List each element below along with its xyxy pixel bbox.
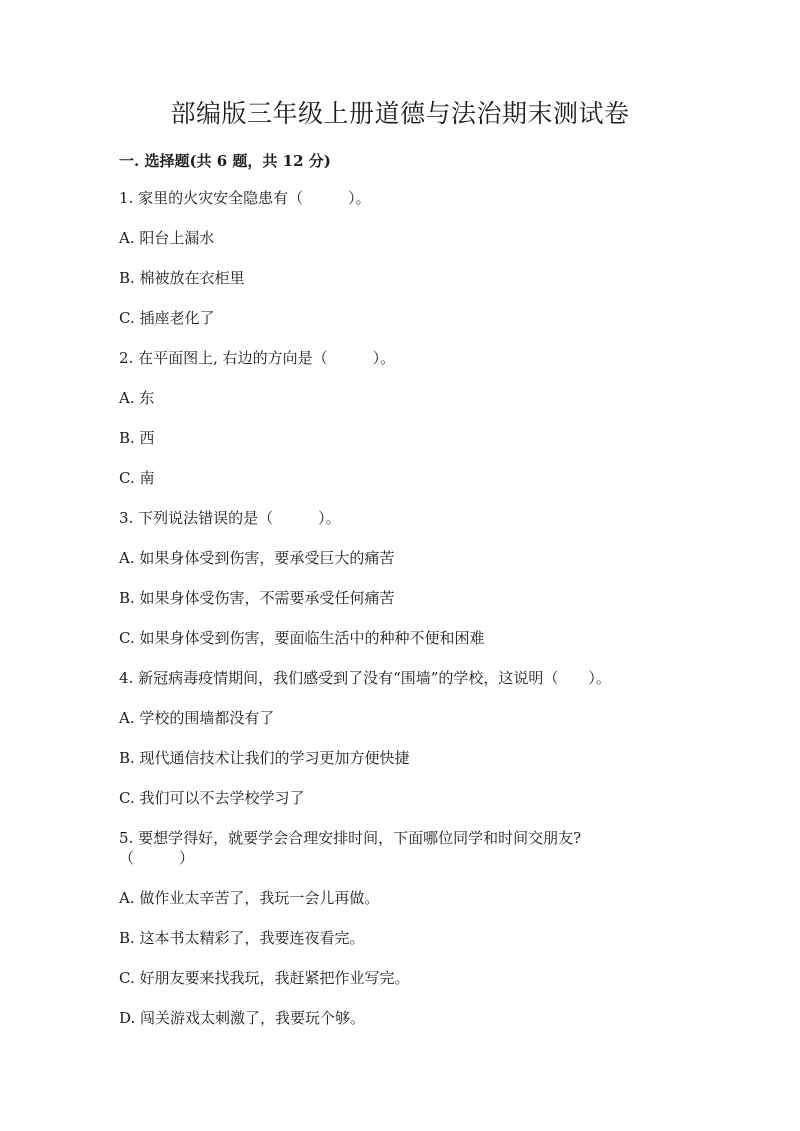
question-5-option-a: A. 做作业太辛苦了，我玩一会儿再做。 xyxy=(119,889,380,907)
question-2-option-b: B. 西 xyxy=(119,429,155,447)
page-title: 部编版三年级上册道德与法治期末测试卷 xyxy=(170,99,630,128)
question-3-option-a: A. 如果身体受到伤害，要承受巨大的痛苦 xyxy=(119,549,395,567)
question-5-option-b: B. 这本书太精彩了，我要连夜看完。 xyxy=(119,929,365,947)
question-3-option-c: C. 如果身体受到伤害，要面临生活中的种种不便和困难 xyxy=(119,629,485,647)
question-list xyxy=(119,188,679,1048)
section-heading: 一. 选择题(共 6 题，共 12 分) xyxy=(119,152,331,170)
question-4-option-b: B. 现代通信技术让我们的学习更加方便快捷 xyxy=(119,749,410,767)
question-2-option-c: C. 南 xyxy=(119,469,155,487)
question-3-option-b: B. 如果身体受伤害，不需要承受任何痛苦 xyxy=(119,589,395,607)
question-1-option-c: C. 插座老化了 xyxy=(119,309,215,327)
question-1-option-a: A. 阳台上漏水 xyxy=(119,229,215,247)
question-4-option-c: C. 我们可以不去学校学习了 xyxy=(119,789,305,807)
question-5-option-d: D. 闯关游戏太刺激了，我要玩个够。 xyxy=(119,1009,366,1027)
question-2-stem: 2. 在平面图上, 右边的方向是（ ）。 xyxy=(119,349,396,367)
question-5-option-c: C. 好朋友要来找我玩，我赶紧把作业写完。 xyxy=(119,969,410,987)
question-5-stem: 5. 要想学得好，就要学会合理安排时间，下面哪位同学和时间交朋友? xyxy=(119,829,582,847)
question-2-option-a: A. 东 xyxy=(119,389,155,407)
question-5-stem-blank: （ ） xyxy=(119,849,195,867)
question-1-option-b: B. 棉被放在衣柜里 xyxy=(119,269,245,287)
question-3-stem: 3. 下列说法错误的是（ ）。 xyxy=(119,509,341,527)
question-1-stem: 1. 家里的火灾安全隐患有（ ）。 xyxy=(119,189,371,207)
question-4-option-a: A. 学校的围墙都没有了 xyxy=(119,709,275,727)
question-4-stem: 4. 新冠病毒疫情期间，我们感受到了没有“围墙”的学校，这说明（ ）。 xyxy=(119,669,611,687)
